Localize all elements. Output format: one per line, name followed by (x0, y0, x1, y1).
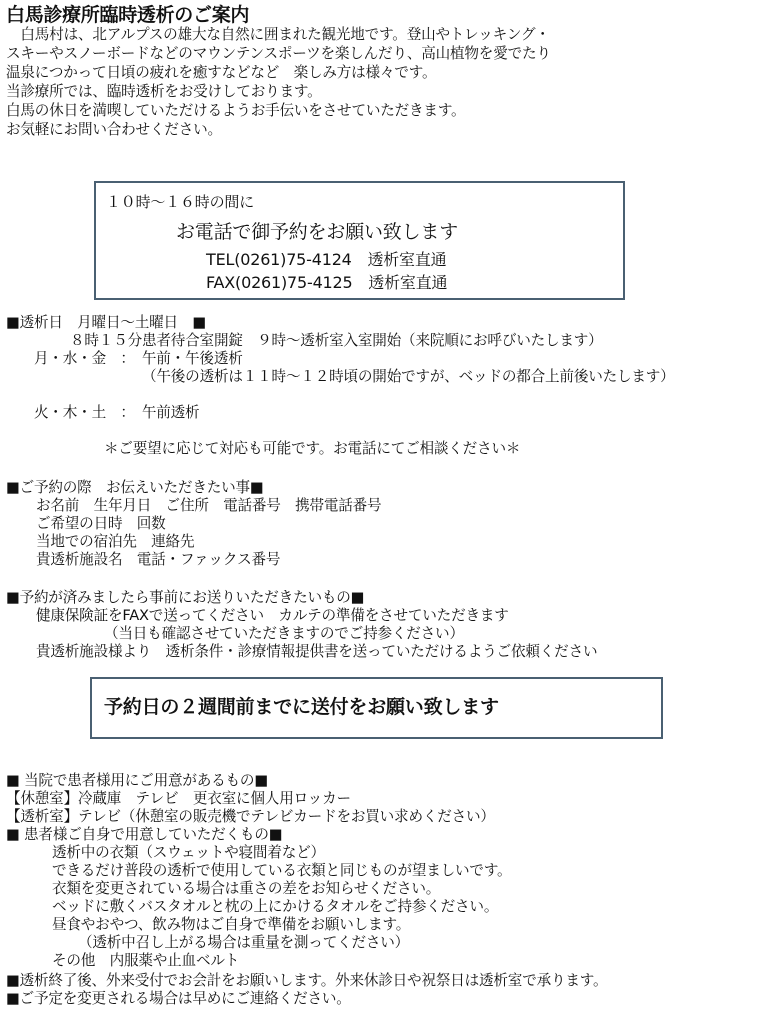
footer-change: ■ご予定を変更される場合は早めにご連絡ください。 (6, 990, 351, 1007)
reservation-item: 当地での宿泊先 連絡先 (36, 533, 195, 550)
facilities-rest-room: 【休憩室】冷蔵庫 テレビ 更衣室に個人用ロッカー (6, 790, 351, 807)
schedule-arrival: ８時１５分患者待合室開錠 ９時～透析室入室開始（来院順にお呼びいたします） (70, 332, 603, 349)
footer-payment: ■透析終了後、外来受付でお会計をお願いします。外来休診日や祝祭日は透析室で承ります。 (6, 972, 608, 989)
contact-headline: お電話で御予約をお願い致します (176, 221, 459, 243)
page-title: 白馬診療所臨時透析のご案内 (6, 4, 250, 26)
facilities-dialysis-room: 【透析室】テレビ（休憩室の販売機でテレビカードをお買い求めください） (6, 808, 495, 825)
documents-heading: ■予約が済みましたら事前にお送りいただきたいもの■ (6, 589, 365, 606)
intro-line: 白馬の休日を満喫していただけるようお手伝いをさせていただきます。 (6, 102, 466, 119)
bring-heading: ■ 患者様ご自身で用意していただくもの■ (6, 826, 283, 843)
reservation-heading: ■ご予約の際 お伝えいただきたい事■ (6, 479, 264, 496)
bring-item: （透析中召し上がる場合は重量を測ってください） (78, 934, 410, 951)
reservation-item: ご希望の日時 回数 (36, 515, 166, 532)
contact-fax[interactable]: FAX(0261)75-4125 透析室直通 (206, 273, 448, 292)
bring-item: 衣類を変更されている場合は重さの差をお知らせください。 (52, 880, 441, 897)
bring-item: その他 内服薬や止血ベルト (52, 952, 240, 969)
schedule-mwf: 月・水・金 ： 午前・午後透析 (34, 350, 243, 367)
intro-line: 当診療所では、臨時透析をお受けしております。 (6, 83, 322, 100)
documents-line: 健康保険証をFAXで送ってください カルテの準備をさせていただきます (36, 607, 509, 624)
schedule-heading: ■透析日 月曜日～土曜日 ■ (6, 314, 206, 331)
facilities-heading: ■ 当院で患者様用にご用意があるもの■ (6, 772, 268, 789)
contact-box (94, 181, 625, 300)
intro-line: 白馬村は、北アルプスの雄大な自然に囲まれた観光地です。登山やトレッキング・ (6, 26, 550, 43)
contact-hours: １０時～１６時の間に (106, 193, 255, 211)
intro-line: スキーやスノーボードなどのマウンテンスポーツを楽しんだり、高山植物を愛でたり (6, 45, 551, 62)
deadline-box (90, 677, 663, 739)
documents-line: 貴透析施設様より 透析条件・診療情報提供書を送っていただけるようご依頼ください (36, 643, 598, 660)
bring-item: 透析中の衣類（スウェットや寝間着など） (52, 844, 325, 861)
reservation-item: お名前 生年月日 ご住所 電話番号 携帯電話番号 (36, 497, 382, 514)
documents-line: （当日も確認させていただきますのでご持参ください） (104, 625, 464, 642)
contact-tel[interactable]: TEL(0261)75-4124 透析室直通 (206, 250, 447, 269)
bring-item: できるだけ普段の透析で使用している衣類と同じものが望ましいです。 (52, 862, 512, 879)
schedule-tts: 火・木・土 ： 午前透析 (34, 404, 200, 421)
intro-line: お気軽にお問い合わせください。 (6, 121, 222, 138)
schedule-consult: ＊ご要望に応じて対応も可能です。お電話にてご相談ください＊ (104, 440, 521, 457)
intro-line: 温泉につかって日頃の疲れを癒すなどなど 楽しみ方は様々です。 (6, 64, 437, 81)
bring-item: 昼食やおやつ、飲み物はご自身で準備をお願いします。 (52, 916, 411, 933)
bring-item: ベッドに敷くバスタオルと枕の上にかけるタオルをご持参ください。 (52, 898, 499, 915)
schedule-mwf-note: （午後の透析は１１時～１２時頃の開始ですが、ベッドの都合上前後いたします） (142, 368, 675, 385)
deadline-text: 予約日の２週間前までに送付をお願い致します (104, 696, 499, 718)
reservation-item: 貴透析施設名 電話・ファックス番号 (36, 551, 281, 568)
